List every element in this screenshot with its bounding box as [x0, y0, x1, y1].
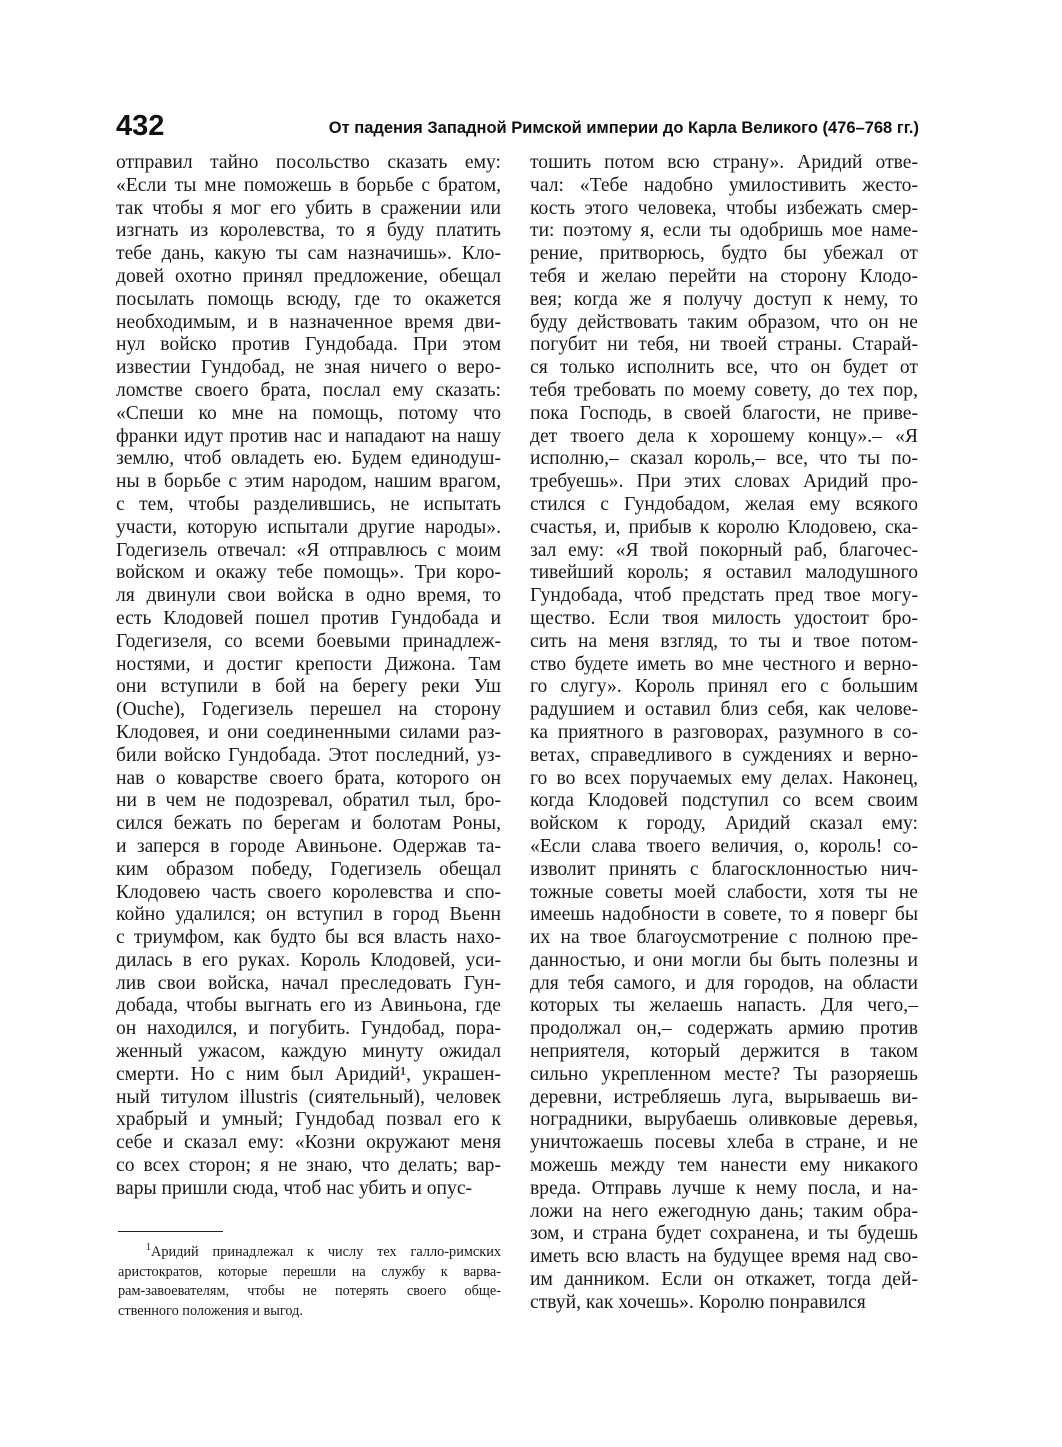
running-title: От падения Западной Римской империи до Карла Великого (476–768 гг.): [328, 119, 919, 137]
text-line: и заперся в городе Авиньоне. Одержав та-: [116, 835, 501, 857]
text-line: данностью, и они могли бы быть полезны и: [530, 949, 918, 971]
text-line: ка приятного в разговорах, разумного в со-: [530, 721, 918, 743]
footnote-line: аристократов, которые перешли на службу к варва-: [118, 1263, 501, 1280]
text-line: тебе дань, какую ты сам назначишь». Кло-: [116, 243, 501, 265]
text-line: тивейший король; я оставил малодушного: [530, 562, 918, 584]
text-line: сился бежать по берегам и болотам Роны,: [116, 813, 501, 835]
footnote-marker: 1: [146, 1242, 151, 1254]
text-line: погубит ни тебя, ни твоей страны. Старай-: [530, 334, 918, 356]
text-line: тебя и желаю перейти на сторону Клодо-: [530, 265, 918, 287]
text-line: есть Клодовей пошел против Гундобада и: [116, 607, 501, 629]
text-line: дилась в его руках. Король Клодовей, уси-: [116, 949, 501, 971]
text-line: ля двинули свои войска в одно время, то: [116, 585, 501, 607]
text-line: посылать помощь всюду, где то окажется: [116, 288, 501, 310]
text-line: их на твое благоусмотрение с полною пре-: [530, 927, 918, 949]
text-line: нул войско против Гундобада. При этом: [116, 334, 501, 356]
text-line: он находился, и погубить. Гундобад, пора-: [116, 1018, 501, 1040]
text-line: вея; когда же я получу доступ к нему, то: [530, 288, 918, 310]
text-line: себе и сказал ему: «Козни окружают меня: [116, 1132, 501, 1154]
text-line: зал ему: «Я твой покорный раб, благочес-: [530, 539, 918, 561]
footnote-text: Аридий принадлежал к числу тех галло-римских: [151, 1244, 501, 1260]
text-line: так чтобы я мог его убить в сражении или: [116, 197, 501, 219]
text-line: продолжал он,– содержать армию против: [530, 1018, 918, 1040]
text-line: сить на меня взгляд, то ты и твое потом-: [530, 630, 918, 652]
text-line: исполню,– сказал король,– все, что ты по-: [530, 448, 918, 470]
text-line: войском и окажу тебе помощь». Три коро-: [116, 562, 501, 584]
text-line: женный ужасом, каждую минуту ожидал: [116, 1041, 501, 1063]
footnote-line: ственного положения и выгод.: [118, 1302, 303, 1319]
text-line: щество. Если твоя милость удостоит бро-: [530, 607, 918, 629]
text-line: храбрый и умный; Гундобад позвал его к: [116, 1109, 501, 1131]
text-line: дет твоего дела к хорошему концу».– «Я: [530, 425, 918, 447]
text-line: требуешь». При этих словах Аридий про-: [530, 471, 918, 493]
text-line: счастья, и, прибыв к королю Клодовею, ска-: [530, 516, 918, 538]
text-line: имеешь надобности в совете, то я поверг бы: [530, 904, 918, 926]
footnote-line: рам-завоевателям, чтобы не потерять своего обще-: [118, 1283, 501, 1300]
text-line: ство будете иметь во мне честного и верно-: [530, 653, 918, 675]
text-line: «Если слава твоего величия, о, король! со-: [530, 835, 918, 857]
text-line: пока Господь, в своей благости, не приве-: [530, 402, 918, 424]
text-line: изгнать из королевства, то я буду платить: [116, 220, 501, 242]
text-line: довей охотно принял предложение, обещал: [116, 265, 501, 287]
text-line: ностями, и достиг крепости Дижона. Там: [116, 653, 501, 675]
text-line: сильно укрепленном месте? Ты разоряешь: [530, 1063, 918, 1085]
footnote-line: [118, 1243, 501, 1263]
text-line: тожные советы моей слабости, хотя ты не: [530, 881, 918, 903]
text-line: буду действовать таким образом, что он не: [530, 311, 918, 333]
text-line: землю, чтоб овладеть ею. Будем единодуш-: [116, 448, 501, 470]
text-line: ноградники, вырубаешь оливковые деревья,: [530, 1109, 918, 1131]
running-header: [116, 110, 919, 146]
text-line: (Ouche), Годегизель перешел на сторону: [116, 699, 501, 721]
text-line: неприятеля, который держится в таком: [530, 1041, 918, 1063]
text-line: Клодовея, и они соединенными силами раз-: [116, 721, 501, 743]
text-line: «Если ты мне поможешь в борьбе с братом,: [116, 174, 501, 196]
text-line: иметь всю власть на будущее время над сво-: [530, 1246, 918, 1268]
text-line: участи, которую испытали другие народы».: [116, 516, 501, 538]
right-text-column: [530, 152, 918, 1315]
text-line: го во всех поручаемых ему делах. Наконец,: [530, 767, 918, 789]
footnote: [118, 1243, 501, 1321]
text-line: войском к городу, Аридий сказал ему:: [530, 813, 918, 835]
text-line: для тебя самого, и для городов, на области: [530, 972, 918, 994]
text-line: со всех сторон; я не знаю, что делать; вар-: [116, 1155, 501, 1177]
text-line: смерти. Но с ним был Аридий¹, украшен-: [116, 1063, 501, 1085]
text-line: ти: поэтому я, если ты одобришь мое наме-: [530, 220, 918, 242]
text-line: били войско Гундобада. Этот последний, уз-: [116, 744, 501, 766]
text-line: Гундобада, чтоб предстать пред твое могу-: [530, 585, 918, 607]
text-line: ствуй, как хочешь». Королю понравился: [530, 1291, 866, 1313]
text-line: ломстве своего брата, послал ему сказать:: [116, 379, 501, 401]
text-line: отправил тайно посольство сказать ему:: [116, 152, 501, 173]
text-line: можешь между тем нанести ему никакого: [530, 1155, 918, 1177]
text-line: франки идут против нас и нападают на нашу: [116, 425, 501, 447]
text-line: с тем, чтобы разделившись, не испытать: [116, 493, 501, 515]
text-line: им данником. Если он откажет, тогда дей-: [530, 1269, 918, 1291]
text-line: лив свои войска, начал преследовать Гун-: [116, 972, 501, 994]
text-line: нав о коварстве своего брата, которого он: [116, 767, 501, 789]
text-line: ся только исполнить все, что он будет от: [530, 357, 918, 379]
text-line: ный титулом illustris (сиятельный), человек: [116, 1086, 501, 1108]
text-line: необходимым, и в назначенное время дви-: [116, 311, 501, 333]
text-line: тошить потом всю страну». Аридий отве-: [530, 152, 918, 173]
left-text-column: [116, 152, 501, 1201]
page-number: 432: [116, 110, 165, 142]
text-line: койно удалился; он вступил в город Вьенн: [116, 904, 501, 926]
text-line: ложи на него ежегодную дань; таким обра-: [530, 1200, 918, 1222]
text-line: Годегизеля, со всеми боевыми принадлеж-: [116, 630, 501, 652]
text-line: вары пришли сюда, чтоб нас убить и опус-: [116, 1177, 473, 1199]
text-line: «Спеши ко мне на помощь, потому что: [116, 402, 501, 424]
text-line: тебя требовать по моему совету, до тех пор,: [530, 379, 918, 401]
text-line: которых ты желаешь напасть. Для чего,–: [530, 995, 918, 1017]
text-line: изволит принять с благосклонностью нич-: [530, 858, 918, 880]
text-line: го слугу». Король принял его с большим: [530, 676, 918, 698]
text-line: Годегизель отвечал: «Я отправлюсь с моим: [116, 539, 501, 561]
text-line: ветах, справедливого в суждениях и верно-: [530, 744, 918, 766]
text-line: вреда. Отправь лучше к нему посла, и на-: [530, 1177, 918, 1199]
text-line: радушием и оставил близ себя, как челове-: [530, 699, 918, 721]
text-line: они вступили в бой на берегу реки Уш: [116, 676, 501, 698]
text-line: стился с Гундобадом, желая ему всякого: [530, 493, 918, 515]
text-line: зом, и страна будет сохранена, и ты будешь: [530, 1223, 918, 1245]
text-line: ни в чем не подозревал, обратил тыл, бро-: [116, 790, 501, 812]
text-line: ким образом победу, Годегизель обещал: [116, 858, 501, 880]
text-line: деревни, истребляешь луга, вырываешь ви-: [530, 1086, 918, 1108]
text-line: рение, притворюсь, будто бы убежал от: [530, 243, 918, 265]
text-line: кость этого человека, чтобы избежать смер-: [530, 197, 918, 219]
text-line: ны в борьбе с этим народом, нашим врагом,: [116, 471, 501, 493]
text-line: с триумфом, как будто бы вся власть нахо-: [116, 927, 501, 949]
text-line: Клодовею часть своего королевства и спо-: [116, 881, 501, 903]
footnote-separator: [118, 1231, 223, 1232]
text-line: добада, чтобы выгнать его из Авиньона, где: [116, 995, 501, 1017]
text-line: уничтожаешь посевы хлеба в стране, и не: [530, 1132, 918, 1154]
text-line: чал: «Тебе надобно умилостивить жесто-: [530, 174, 918, 196]
text-line: известии Гундобад, не зная ничего о веро-: [116, 357, 501, 379]
text-line: когда Клодовей подступил со всем своим: [530, 790, 918, 812]
